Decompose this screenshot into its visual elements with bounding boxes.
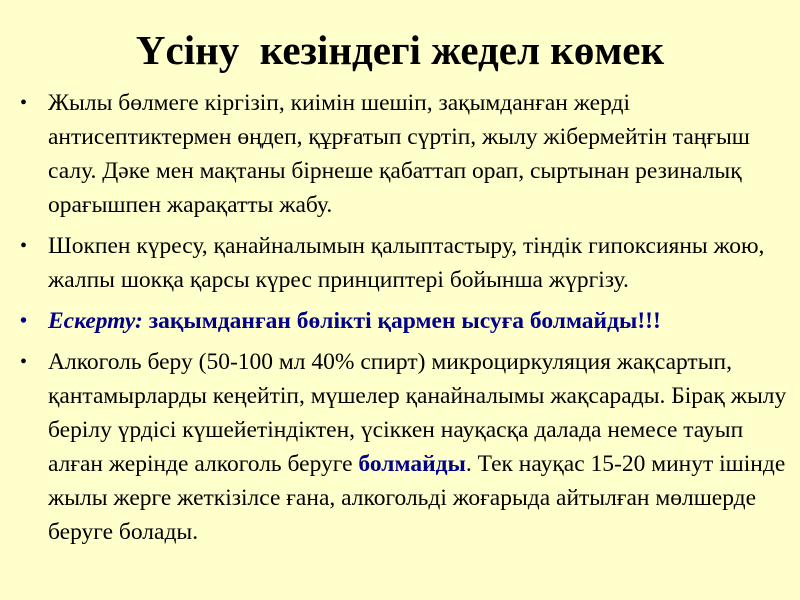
warning-label: Ескерту:	[48, 308, 143, 334]
bullet-item-alcohol	[18, 345, 788, 549]
alcohol-emphasis: болмайды	[358, 451, 466, 477]
bullet-text	[48, 349, 786, 545]
slide-title: Үсіну кезіндегі жедел көмек	[135, 27, 665, 73]
bullet-text: Жылы бөлмеге кіргізіп, киімін шешіп, зақымданған жерді антисептиктермен өңдеп, құрғатып сүртіп, жылу жібермейтін таңғыш салу. Дәке мен мақтаны бірнеше қабаттап орап, сыртынан резиналық орағышпен жарақатты жабу.	[48, 90, 750, 218]
bullet-item-warning	[18, 304, 788, 338]
warning-text: зақымданған бөлікті қармен ысуға болмайды!!!	[142, 308, 661, 334]
bullet-marker: •	[20, 310, 28, 332]
bullet-marker: •	[20, 235, 28, 257]
bullet-list	[18, 86, 788, 556]
alcohol-text-after: . Тек науқас 15-20 минут ішінде жылы жерге жеткізілсе ғана, алкогольді жоғарыда айтылған мөлшерде беруге болады.	[48, 451, 786, 545]
bullet-item-bandage	[18, 86, 788, 222]
bullet-marker: •	[20, 92, 28, 114]
bullet-text: Шокпен күресу, қанайналымын қалыптастыру, тіндік гипоксияны жою, жалпы шокқа қарсы күрес принциптері бойынша жүргізу.	[48, 233, 765, 293]
alcohol-text-before: Алкоголь беру (50-100 мл 40% спирт) микроциркуляция жақсартып, қантамырларды кеңейтіп, мүшелер қанайналымы жақсарады. Бірақ жылу берілу үрдісі күшейетіндіктен, үсіккен науқасқа далада немесе тауып алған жерінде алкоголь беруге	[48, 349, 787, 477]
bullet-marker: •	[20, 351, 28, 373]
bullet-item-shock	[18, 229, 788, 297]
